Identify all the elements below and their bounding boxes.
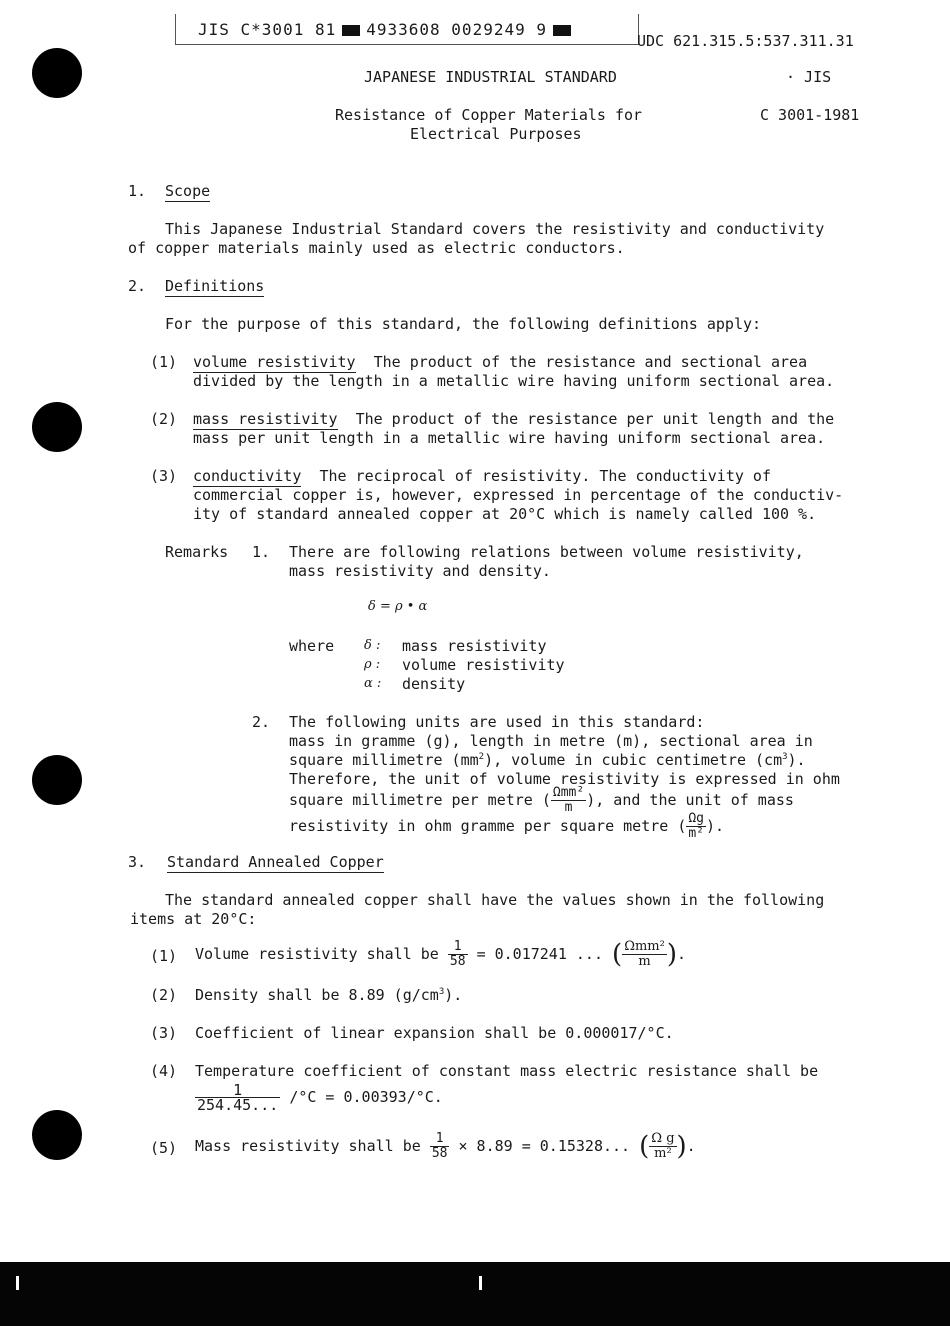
item-line: Coefficient of linear expansion shall be 0.000017/°C. xyxy=(195,1024,674,1042)
paren-open: ( xyxy=(639,1131,650,1162)
definition-text: The reciprocal of resistivity. The conductivity of xyxy=(319,467,771,485)
text-part: ). xyxy=(706,817,725,835)
unit-fraction xyxy=(649,1132,676,1161)
section-number: 3. xyxy=(128,853,147,871)
paragraph-line: items at 20°C: xyxy=(130,910,257,928)
remark-number: 2. xyxy=(252,713,271,731)
definition-line xyxy=(193,467,771,485)
doc-title-line1: Resistance of Copper Materials for xyxy=(335,106,643,124)
standard-name: JAPANESE INDUSTRIAL STANDARD xyxy=(364,68,617,86)
definition-line xyxy=(193,353,807,371)
paragraph-line: This Japanese Industrial Standard covers the resistivity and conductivity xyxy=(165,220,825,238)
header-code-strip xyxy=(198,20,577,39)
text-part: resistivity in ohm gramme per square metre ( xyxy=(289,817,687,835)
symbol-meaning: density xyxy=(402,675,466,693)
scan-mark xyxy=(479,1276,482,1290)
symbol-meaning: volume resistivity xyxy=(402,656,565,674)
definition-text: The product of the resistance and sectional area xyxy=(373,353,808,371)
text-part: = 0.017241 ... xyxy=(476,945,603,963)
fraction-denominator: 254.45... xyxy=(197,1096,279,1114)
item-line xyxy=(195,1082,443,1112)
redaction-block xyxy=(342,25,360,36)
fraction-numerator: Ωmm² xyxy=(624,939,665,954)
text-part: × 8.89 = 0.15328... xyxy=(458,1137,631,1155)
item-number: (2) xyxy=(150,986,178,1004)
superscript: 2 xyxy=(478,752,485,762)
section-number: 1. xyxy=(128,182,147,200)
fraction-numerator: 1 xyxy=(448,940,468,955)
remarks-label: Remarks xyxy=(165,543,229,561)
remark-line: mass resistivity and density. xyxy=(289,562,551,580)
unit-fraction xyxy=(686,812,706,841)
fraction-numerator: Ω g xyxy=(651,1131,675,1146)
fraction-denominator: m xyxy=(564,800,573,815)
code-strip-text-2: 4933608 0029249 9 xyxy=(366,20,547,39)
symbol: δ : xyxy=(364,638,381,653)
item-line xyxy=(195,986,462,1004)
section-title-definitions: Definitions xyxy=(165,277,265,295)
item-number: (3) xyxy=(150,467,178,485)
text-part: ), and the unit of mass xyxy=(586,791,794,809)
definition-line: divided by the length in a metallic wire having uniform sectional area. xyxy=(193,372,835,390)
paragraph-line: For the purpose of this standard, the following definitions apply: xyxy=(165,315,762,333)
symbol: ρ : xyxy=(364,657,381,672)
remark-line xyxy=(289,786,794,815)
udc-code: UDC 621.315.5:537.311.31 xyxy=(637,32,854,50)
section-title-scope: Scope xyxy=(165,182,211,200)
value-fraction xyxy=(448,940,468,969)
section-number: 2. xyxy=(128,277,147,295)
superscript: 3 xyxy=(438,987,445,997)
paragraph-line: of copper materials mainly used as electric conductors. xyxy=(128,239,625,257)
fraction-numerator: 1 xyxy=(430,1132,450,1147)
item-line xyxy=(195,934,686,975)
fraction-denominator: m² xyxy=(688,826,705,841)
punch-hole xyxy=(32,755,82,805)
paren-close: ) xyxy=(666,939,677,970)
superscript: 3 xyxy=(782,752,788,762)
punch-hole xyxy=(32,1110,82,1160)
fraction-numerator: Ωg xyxy=(688,811,705,826)
text-part: Volume resistivity shall be xyxy=(195,945,439,963)
text-part: square millimetre (mm xyxy=(289,751,479,769)
remark-line: mass in gramme (g), length in metre (m), sectional area in xyxy=(289,732,813,750)
fraction-denominator: m² xyxy=(654,1146,672,1161)
remark-line: The following units are used in this standard: xyxy=(289,713,705,731)
definition-text: The product of the resistance per unit length and the xyxy=(355,410,835,428)
term: volume resistivity xyxy=(193,353,356,371)
definition-line xyxy=(193,410,834,428)
term: conductivity xyxy=(193,467,302,485)
unit-fraction xyxy=(622,940,667,969)
text-part: . xyxy=(677,945,687,963)
item-number: (2) xyxy=(150,410,178,428)
text-part: ). xyxy=(444,986,463,1004)
punch-hole xyxy=(32,402,82,452)
definition-line: mass per unit length in a metallic wire having uniform sectional area. xyxy=(193,429,826,447)
value-fraction xyxy=(430,1132,450,1161)
definition-line: commercial copper is, however, expressed in percentage of the conductiv- xyxy=(193,486,844,504)
remark-line xyxy=(289,751,806,769)
text-part: ). xyxy=(787,751,806,769)
definition-line: ity of standard annealed copper at 20°C which is namely called 100 %. xyxy=(193,505,817,523)
standard-number: C 3001-1981 xyxy=(760,106,860,124)
text-part: Density shall be 8.89 (g/cm xyxy=(195,986,439,1004)
redaction-block xyxy=(553,25,571,36)
fraction-denominator: 58 xyxy=(431,1146,448,1161)
remark-number: 1. xyxy=(252,543,271,561)
text-part: . xyxy=(686,1137,696,1155)
item-line: Temperature coefficient of constant mass electric resistance shall be xyxy=(195,1062,819,1080)
code-strip-text: JIS C*3001 81 xyxy=(198,20,337,39)
formula: δ = ρ • α xyxy=(368,599,428,614)
value-fraction xyxy=(195,1083,280,1112)
item-number: (1) xyxy=(150,353,178,371)
fraction-numerator: Ωmm² xyxy=(552,785,585,800)
term: mass resistivity xyxy=(193,410,338,428)
text-part: /°C = 0.00393/°C. xyxy=(289,1088,443,1106)
scan-footer-band xyxy=(0,1262,950,1326)
section-title-standard-annealed-copper: Standard Annealed Copper xyxy=(167,853,384,871)
item-number: (1) xyxy=(150,947,178,965)
text-part: ), volume in cubic centimetre (cm xyxy=(484,751,783,769)
text-part: square millimetre per metre ( xyxy=(289,791,551,809)
fraction-denominator: 58 xyxy=(449,954,466,969)
symbol-meaning: mass resistivity xyxy=(402,637,547,655)
unit-fraction xyxy=(551,786,586,815)
fraction-numerator: 1 xyxy=(195,1083,280,1098)
paragraph-line: The standard annealed copper shall have the values shown in the following xyxy=(165,891,825,909)
paren-open: ( xyxy=(612,939,623,970)
scan-mark xyxy=(16,1276,19,1290)
item-number: (3) xyxy=(150,1024,178,1042)
remark-line: There are following relations between volume resistivity, xyxy=(289,543,804,561)
item-line xyxy=(195,1126,696,1167)
remark-line xyxy=(289,812,724,841)
remark-line: Therefore, the unit of volume resistivity is expressed in ohm xyxy=(289,770,840,788)
where-label: where xyxy=(289,637,335,655)
paren-close: ) xyxy=(676,1131,687,1162)
jis-label: · JIS xyxy=(786,68,832,86)
text-part: Mass resistivity shall be xyxy=(195,1137,421,1155)
symbol: α : xyxy=(364,676,382,691)
item-number: (4) xyxy=(150,1062,178,1080)
punch-hole xyxy=(32,48,82,98)
doc-title-line2: Electrical Purposes xyxy=(410,125,582,143)
fraction-denominator: m xyxy=(638,954,651,969)
item-number: (5) xyxy=(150,1139,178,1157)
